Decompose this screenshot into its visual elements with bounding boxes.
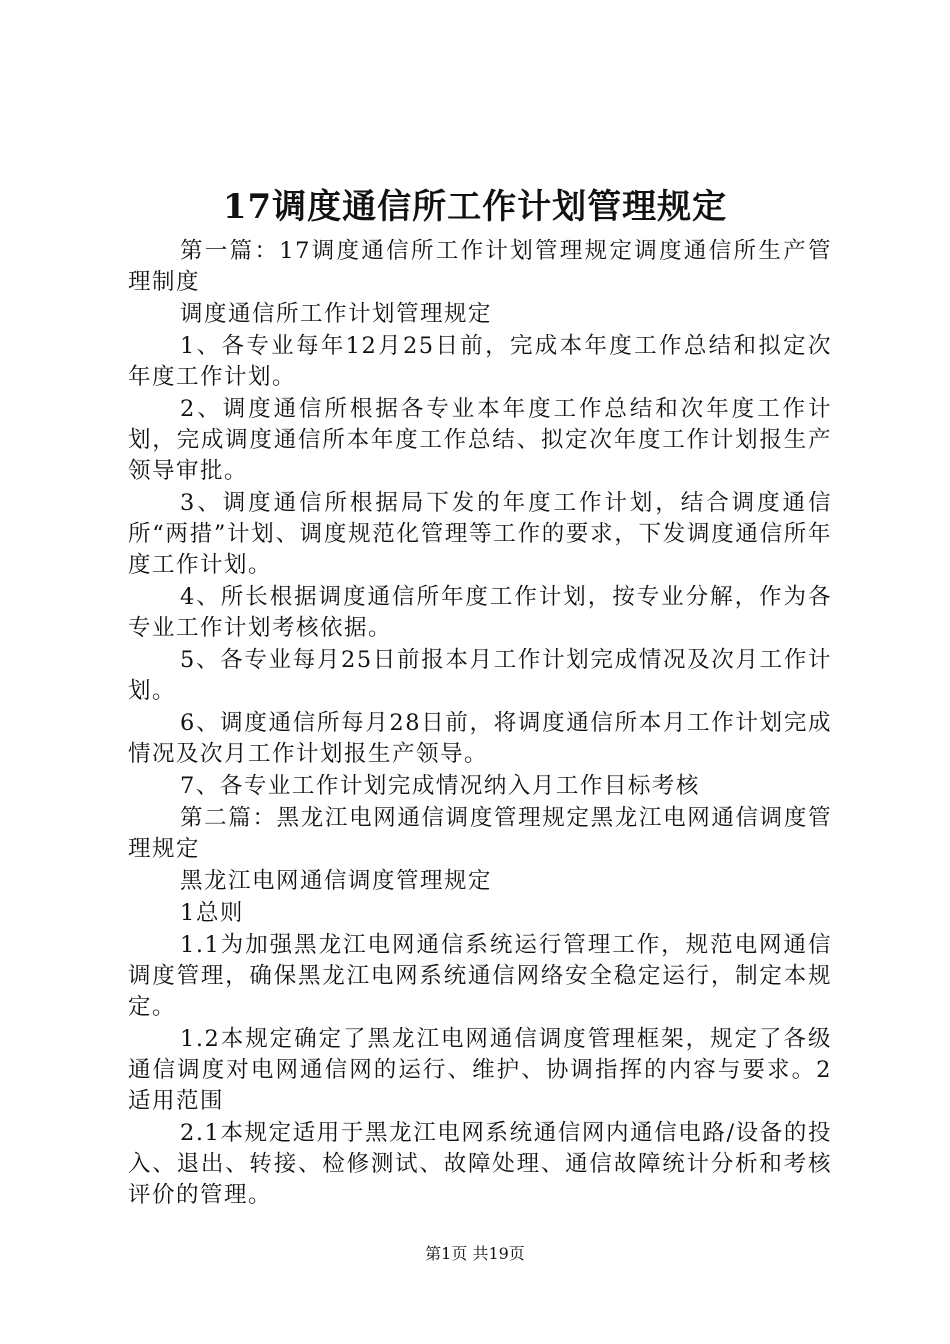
paragraph: 第一篇：17调度通信所工作计划管理规定调度通信所生产管理制度	[128, 238, 832, 295]
paragraph: 6、调度通信所每月28日前，将调度通信所本月工作计划完成情况及次月工作计划报生产领导。	[128, 710, 832, 767]
paragraph: 4、所长根据调度通信所年度工作计划，按专业分解，作为各专业工作计划考核依据。	[128, 584, 832, 641]
page-number-footer: 第1页 共19页	[425, 1244, 525, 1263]
paragraph: 2.1本规定适用于黑龙江电网系统通信网内通信电路/设备的投入、退出、转接、检修测试、故障处理、通信故障统计分析和考核评价的管理。	[128, 1120, 832, 1208]
paragraph: 7、各专业工作计划完成情况纳入月工作目标考核	[180, 773, 700, 799]
paragraph: 调度通信所工作计划管理规定	[180, 301, 493, 327]
document-body	[128, 236, 832, 1212]
paragraph: 1、各专业每年12月25日前，完成本年度工作总结和拟定次年度工作计划。	[128, 333, 832, 390]
paragraph: 5、各专业每月25日前报本月工作计划完成情况及次月工作计划。	[128, 647, 832, 704]
paragraph: 黑龙江电网通信调度管理规定	[180, 868, 493, 894]
paragraph: 2、调度通信所根据各专业本年度工作总结和次年度工作计划，完成调度通信所本年度工作总结、拟定次年度工作计划报生产领导审批。	[128, 396, 832, 484]
paragraph: 1.1为加强黑龙江电网通信系统运行管理工作，规范电网通信调度管理，确保黑龙江电网系统通信网络安全稳定运行，制定本规定。	[128, 932, 832, 1020]
paragraph: 1总则	[180, 900, 244, 926]
paragraph: 第二篇：黑龙江电网通信调度管理规定黑龙江电网通信调度管理规定	[128, 805, 832, 862]
paragraph: 3、调度通信所根据局下发的年度工作计划，结合调度通信所“两措”计划、调度规范化管理等工作的要求，下发调度通信所年度工作计划。	[128, 490, 832, 578]
document-title: 17调度通信所工作计划管理规定	[222, 187, 728, 227]
paragraph: 1.2本规定确定了黑龙江电网通信调度管理框架，规定了各级通信调度对电网通信网的运行、维护、协调指挥的内容与要求。2适用范围	[128, 1026, 832, 1114]
